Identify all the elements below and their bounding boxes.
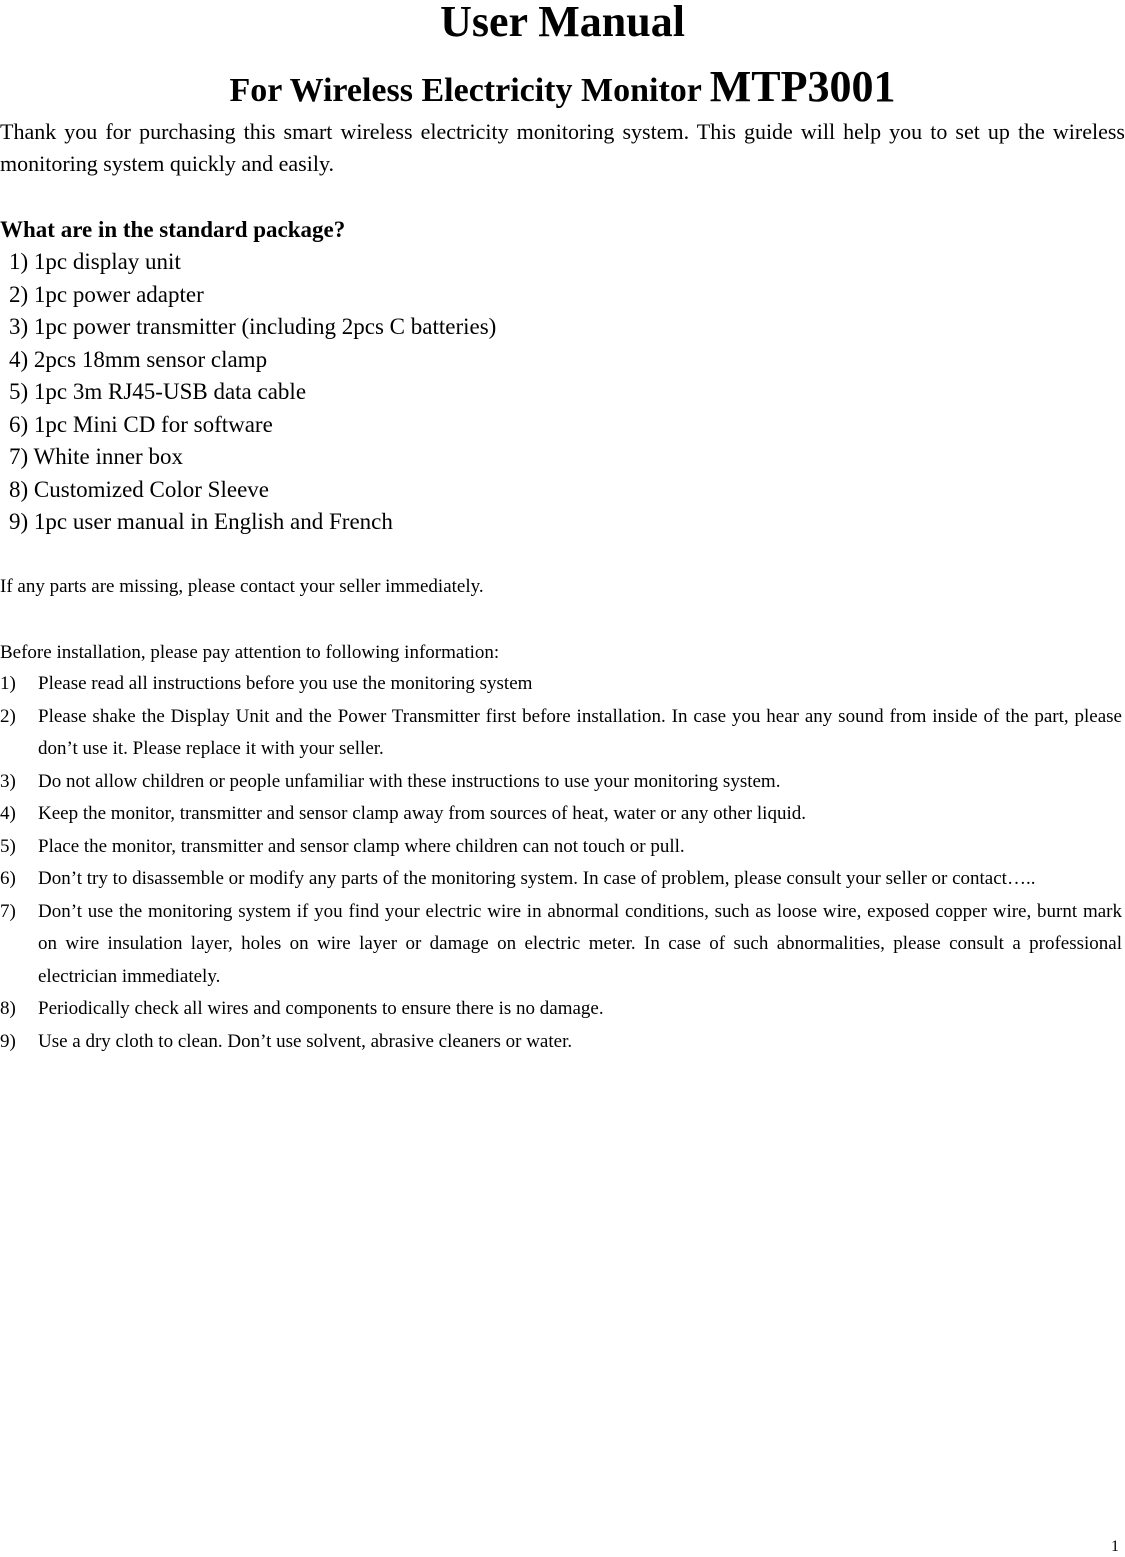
note-number: 2) <box>0 705 16 727</box>
installation-note <box>0 701 1122 766</box>
note-number: 4) <box>0 803 16 824</box>
note-text: Don’t try to disassemble or modify any parts of the monitoring system. In case of problem, please consult your seller or contact….. <box>38 868 1036 889</box>
installation-note <box>0 831 1122 864</box>
installation-note <box>0 863 1122 896</box>
package-item: 3) 1pc power transmitter (including 2pcs C batteries) <box>9 314 497 339</box>
page-subtitle <box>0 62 1125 116</box>
note-text: Keep the monitor, transmitter and sensor clamp away from sources of heat, water or any other liquid. <box>38 803 806 824</box>
note-number: 6) <box>0 868 16 889</box>
subtitle-text: For Wireless Electricity Monitor <box>229 72 710 109</box>
package-list <box>9 246 496 539</box>
note-text: Don’t use the monitoring system if you find your electric wire in abnormal conditions, such as loose wire, exposed copper wire, burnt mark on wire insulation layer, holes on wire layer or damage on electric meter. In case of such abnormalities, please consult a professional electrician immediately. <box>38 900 1122 987</box>
model-number: MTP3001 <box>709 62 896 111</box>
note-text: Periodically check all wires and components to ensure there is no damage. <box>38 998 604 1019</box>
note-number: 1) <box>0 673 16 694</box>
note-number: 5) <box>0 835 16 857</box>
package-item: 1) 1pc display unit <box>9 249 181 274</box>
page-title: User Manual <box>440 0 685 46</box>
installation-note <box>0 798 1122 831</box>
missing-parts-note: If any parts are missing, please contact your seller immediately. <box>0 576 484 597</box>
installation-note <box>0 668 1122 701</box>
note-number: 9) <box>0 1030 16 1052</box>
note-number: 7) <box>0 900 16 922</box>
installation-notes-list <box>0 668 1122 1058</box>
note-text: Place the monitor, transmitter and sensor clamp where children can not touch or pull. <box>38 835 685 857</box>
package-item: 2) 1pc power adapter <box>9 281 204 307</box>
package-item: 5) 1pc 3m RJ45-USB data cable <box>9 379 307 404</box>
package-item: 8) Customized Color Sleeve <box>9 476 269 502</box>
page-number: 1 <box>1111 1538 1119 1555</box>
installation-note <box>0 766 1122 799</box>
package-item: 7) White inner box <box>9 444 183 469</box>
package-heading: What are in the standard package? <box>0 217 346 242</box>
before-installation-heading: Before installation, please pay attention to following information: <box>0 642 500 663</box>
note-text: Please read all instructions before you use the monitoring system <box>38 673 533 694</box>
note-text: Use a dry cloth to clean. Don’t use solvent, abrasive cleaners or water. <box>38 1030 573 1052</box>
intro-paragraph: Thank you for purchasing this smart wireless electricity monitoring system. This guide will help you to set up the wireless monitoring system quickly and easily. <box>0 119 1125 176</box>
note-number: 3) <box>0 770 16 792</box>
package-item: 4) 2pcs 18mm sensor clamp <box>9 346 268 372</box>
installation-note <box>0 1026 1122 1059</box>
installation-note <box>0 896 1122 994</box>
installation-note <box>0 993 1122 1026</box>
note-text: Do not allow children or people unfamiliar with these instructions to use your monitoring system. <box>38 770 781 792</box>
package-item: 9) 1pc user manual in English and French <box>9 509 393 534</box>
note-number: 8) <box>0 998 16 1019</box>
note-text: Please shake the Display Unit and the Power Transmitter first before installation. In case you hear any sound from inside of the part, please don’t use it. Please replace it with your seller. <box>38 705 1122 759</box>
package-item: 6) 1pc Mini CD for software <box>9 411 273 437</box>
